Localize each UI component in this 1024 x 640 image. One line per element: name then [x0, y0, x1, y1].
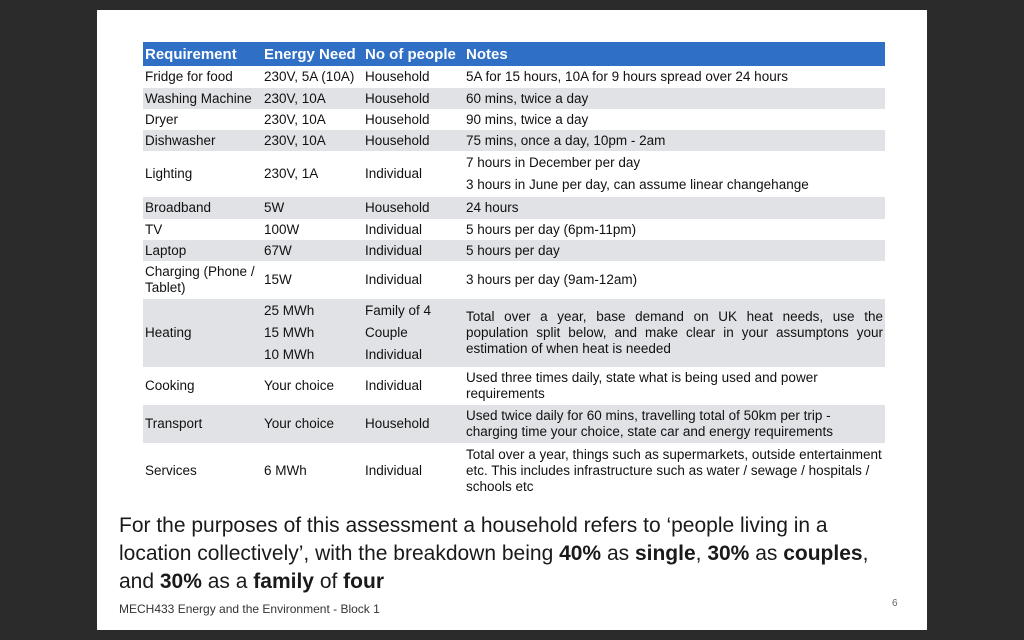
header-energy-need: Energy Need: [262, 42, 363, 66]
cell-people: Household: [365, 111, 430, 127]
footer-text-part: of: [313, 570, 344, 593]
cell-notes: Total over a year, base demand on UK heat needs, use the population split below, and make clear in your assumptons your estimation of when heat is needed: [464, 299, 885, 367]
cell-requirement: Services: [145, 463, 197, 478]
cell-notes: Used twice daily for 60 mins, travelling total of 50km per trip - charging time your choice, state car and energy requirements: [464, 405, 885, 443]
energy-line: 10 MWh: [264, 347, 315, 362]
cell-notes: 5 hours per day: [464, 240, 885, 261]
cell-people: [363, 299, 464, 367]
notes-line: 7 hours in December per day: [466, 155, 641, 170]
cell-people: Household: [363, 88, 464, 109]
cell-energy: 67W: [262, 240, 363, 261]
footer-bold-part: 40%: [559, 542, 602, 565]
cell-people: Household: [363, 405, 464, 443]
people-line: Couple: [365, 325, 408, 340]
cell-notes: 5 hours per day (6pm-11pm): [466, 221, 637, 237]
table-row: [143, 151, 885, 197]
table-row: [143, 109, 885, 130]
footer-text-part: as: [749, 542, 784, 565]
cell-requirement: Dryer: [145, 111, 178, 127]
footer-bold-part: 30%: [159, 570, 202, 593]
cell-people: Individual: [365, 221, 423, 237]
table-row: [143, 405, 885, 443]
energy-line: 15 MWh: [264, 325, 315, 340]
header-notes: Notes: [464, 42, 885, 66]
footer-bold-part: family: [253, 570, 314, 593]
cell-people: Household: [363, 130, 464, 151]
cell-requirement: Charging (Phone / Tablet): [145, 264, 255, 295]
header-no-of-people: No of people: [363, 42, 464, 66]
cell-people: Individual: [365, 463, 423, 478]
cell-requirement: Laptop: [143, 240, 262, 261]
table-row: [143, 261, 885, 299]
cell-people: Individual: [365, 378, 423, 393]
footer-bold-part: four: [343, 570, 384, 593]
people-line: Individual: [365, 347, 423, 362]
cell-people: Household: [365, 69, 430, 84]
footer-bold-part: couples: [783, 542, 863, 565]
table-row: [143, 443, 885, 499]
cell-energy: 5W: [262, 197, 363, 219]
cell-requirement: Dishwasher: [143, 130, 262, 151]
cell-energy: [262, 299, 363, 367]
cell-notes: 24 hours: [464, 197, 885, 219]
footer-text-part: as a: [201, 570, 254, 593]
notes-line: 3 hours in June per day, can assume linear changehange: [466, 177, 809, 192]
cell-energy: 230V, 10A: [262, 88, 363, 109]
cell-notes: 5A for 15 hours, 10A for 9 hours spread over 24 hours: [466, 69, 788, 84]
energy-line: 25 MWh: [264, 303, 315, 318]
cell-people: Individual: [363, 240, 464, 261]
cell-notes: 3 hours per day (9am-12am): [466, 272, 638, 287]
page-number: 6: [892, 598, 898, 609]
cell-energy: 15W: [264, 272, 292, 287]
footer-bold-part: 30%: [707, 542, 750, 565]
cell-requirement: Broadband: [143, 197, 262, 219]
cell-notes: [464, 151, 885, 197]
table-row: [143, 240, 885, 261]
table-row: [143, 197, 885, 219]
cell-requirement: Cooking: [145, 378, 195, 393]
table-row: [143, 130, 885, 151]
cell-energy: 230V, 5A (10A): [264, 69, 355, 84]
cell-energy: 230V, 10A: [262, 130, 363, 151]
cell-people: Individual: [365, 166, 423, 181]
footer-text-part: , and: [119, 542, 869, 593]
cell-notes: 90 mins, twice a day: [466, 111, 589, 127]
footer-text-part: ,: [695, 542, 708, 565]
cell-notes: 75 mins, once a day, 10pm - 2am: [464, 130, 885, 151]
people-line: Family of 4: [365, 303, 432, 318]
cell-requirement: TV: [145, 221, 163, 237]
cell-energy: Your choice: [264, 378, 335, 393]
table-header-row: [143, 42, 885, 66]
cell-people: Household: [363, 197, 464, 219]
cell-requirement: Fridge for food: [145, 69, 233, 84]
footer-text-part: For the purposes of this assessment a household refers to ‘people living in a location collectively’, with the breakdown being: [119, 514, 828, 565]
course-footer: MECH433 Energy and the Environment - Block 1: [119, 602, 380, 616]
household-definition-text: [119, 512, 879, 596]
cell-requirement: Washing Machine: [143, 88, 262, 109]
table-row: [143, 219, 885, 240]
requirements-table: [143, 42, 885, 499]
table-row: [143, 299, 885, 367]
cell-energy: 6 MWh: [264, 463, 307, 478]
cell-notes: Used three times daily, state what is being used and power requirements: [466, 370, 818, 401]
footer-bold-part: single: [634, 542, 696, 565]
table-row: [143, 367, 885, 405]
cell-energy: 230V, 10A: [264, 111, 326, 127]
header-requirement: Requirement: [143, 42, 262, 66]
footer-text-part: as: [601, 542, 635, 565]
cell-requirement: Transport: [143, 405, 262, 443]
cell-requirement: Lighting: [145, 166, 193, 181]
cell-notes: Total over a year, things such as supermarkets, outside entertainment etc. This includes infrastructure such as water / sewage / hospitals / schools etc: [466, 447, 882, 494]
slide: [97, 10, 927, 630]
cell-energy: 100W: [264, 221, 300, 237]
cell-notes: 60 mins, twice a day: [464, 88, 885, 109]
table-row: [143, 88, 885, 109]
cell-requirement: Heating: [143, 299, 262, 367]
cell-energy: Your choice: [262, 405, 363, 443]
table-row: [143, 66, 885, 88]
cell-people: Individual: [365, 272, 423, 287]
cell-energy: 230V, 1A: [264, 166, 319, 181]
